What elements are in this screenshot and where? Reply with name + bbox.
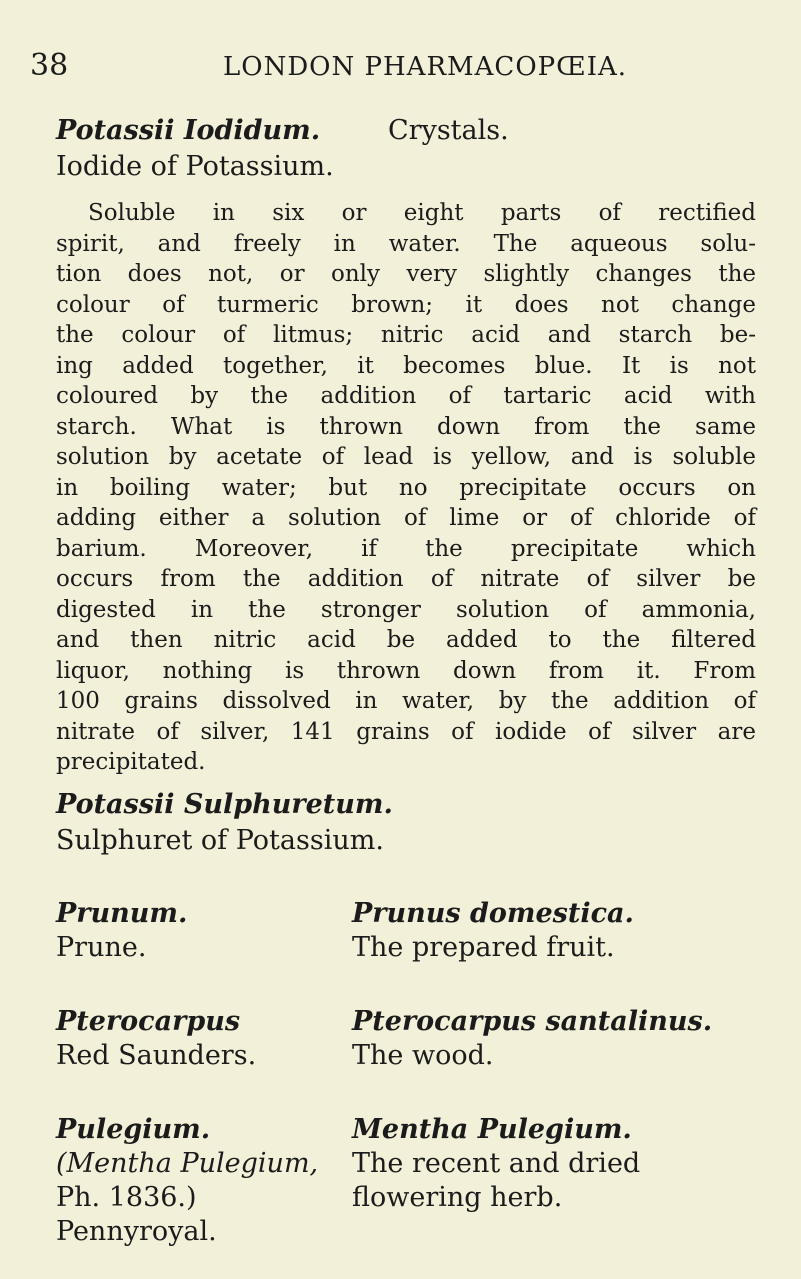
entry-synonym: (Mentha Pulegium, [56, 1148, 319, 1179]
entry-part-used: The recent and dried [352, 1148, 641, 1179]
description-line: spirit, and freely in water. The aqueous solu- [56, 230, 756, 257]
entry-english-name: Prune. [56, 932, 147, 963]
description-line: occurs from the addition of nitrate of silver be [56, 566, 756, 592]
entry-pulegium-row2 [56, 1148, 766, 1179]
page-number: 38 [30, 48, 69, 83]
description-line: digested in the stronger solution of ammonia, [56, 596, 756, 623]
running-header [30, 48, 790, 88]
entry-english-name: Iodide of Potassium. [56, 151, 334, 182]
description-line: coloured by the addition of tartaric acid with [56, 383, 756, 409]
entry-form: Crystals. [388, 115, 509, 146]
description-line: 100 grains dissolved in water, by the addition of [56, 688, 756, 714]
description-line: precipitated. [56, 749, 206, 775]
description-line: adding either a solution of lime or of chloride of [56, 505, 756, 531]
entry-latin-name: Potassii Sulphuretum. [56, 789, 393, 820]
entry-pterocarpus-row1 [56, 1006, 766, 1037]
entry-pulegium-row3 [56, 1182, 766, 1213]
description-line: Soluble in six or eight parts of rectified [88, 200, 756, 226]
entry-english-name: Sulphuret of Potassium. [56, 825, 384, 856]
entry-part-used: The wood. [352, 1040, 494, 1071]
entry-english-name: Red Saunders. [56, 1040, 257, 1071]
description-line: barium. Moreover, if the precipitate which [56, 535, 756, 562]
description-line: and then nitric acid be added to the filtered [56, 627, 756, 653]
entry-latin-name: Pterocarpus [56, 1006, 241, 1037]
description-line: tion does not, or only very slightly changes the [56, 261, 756, 287]
entry-part-used: The prepared fruit. [352, 932, 615, 963]
description-line: ing added together, it becomes blue. It is not [56, 352, 756, 379]
description-line: colour of turmeric brown; it does not change [56, 291, 756, 318]
entry-english-name: Pennyroyal. [56, 1216, 217, 1247]
entry-latin-name: Prunum. [56, 898, 188, 929]
description-line: liquor, nothing is thrown down from it. From [56, 657, 756, 684]
entry-source-latin: Mentha Pulegium. [352, 1114, 632, 1145]
entry-synonym-ref: Ph. 1836.) [56, 1182, 197, 1213]
entry-source-latin: Prunus domestica. [352, 898, 634, 929]
entry-latin-name: Potassii Iodidum. [56, 115, 321, 146]
entry-source-latin: Pterocarpus santalinus. [352, 1006, 713, 1037]
entry-pulegium-row1 [56, 1114, 766, 1145]
entry-prunum-row1 [56, 898, 766, 929]
entry-potassii-iodidum-head [56, 114, 756, 148]
description-line: in boiling water; but no precipitate occurs on [56, 474, 756, 501]
running-title: LONDON PHARMACOPŒIA. [223, 52, 628, 82]
description-line: the colour of litmus; nitric acid and starch be- [56, 322, 756, 348]
description-line: solution by acetate of lead is yellow, and is soluble [56, 444, 756, 470]
entry-latin-name: Pulegium. [56, 1114, 211, 1145]
entry-description [56, 198, 756, 778]
entry-pterocarpus-row2 [56, 1040, 766, 1071]
entry-part-used-cont: flowering herb. [352, 1182, 563, 1213]
entry-prunum-row2 [56, 932, 766, 963]
description-line: starch. What is thrown down from the same [56, 413, 756, 440]
description-line: nitrate of silver, 141 grains of iodide of silver are [56, 718, 756, 745]
